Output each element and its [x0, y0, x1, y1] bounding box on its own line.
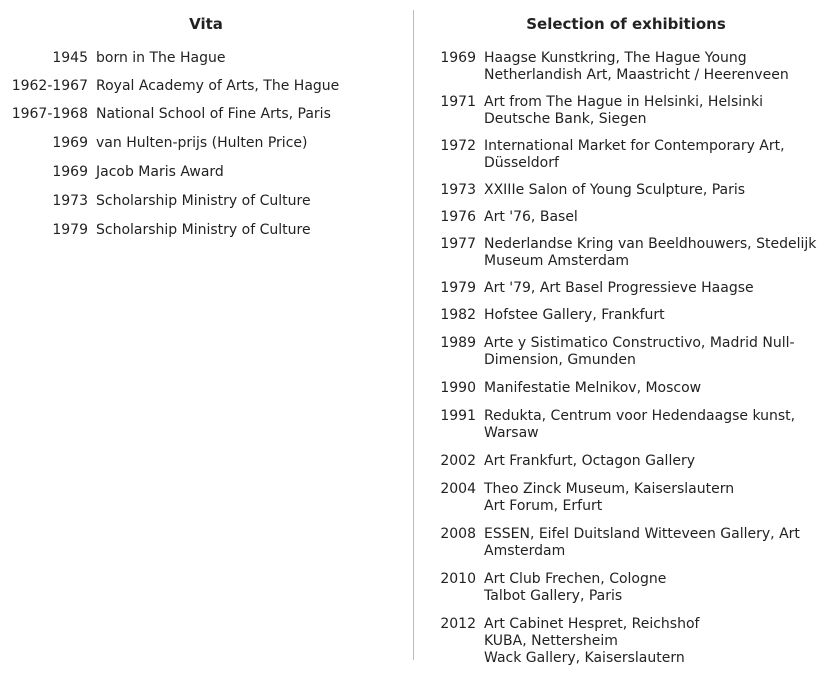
- exhibition-line: KUBA, Nettersheim: [484, 633, 618, 649]
- vita-year: 1962-1967: [11, 78, 88, 94]
- exhibition-year: 2008: [440, 526, 476, 542]
- exhibition-line: Hofstee Gallery, Frankfurt: [484, 307, 665, 323]
- exhibition-year: 1979: [440, 280, 476, 296]
- exhibition-line: International Market for Contemporary Art,: [484, 138, 785, 154]
- exhibition-line: Dimension, Gmunden: [484, 352, 636, 368]
- vita-text: Scholarship Ministry of Culture: [96, 222, 311, 238]
- exhibition-line: Art '79, Art Basel Progressieve Haagse: [484, 280, 754, 296]
- exhibition-year: 2004: [440, 481, 476, 497]
- exhibition-line: Art Club Frechen, Cologne: [484, 571, 667, 587]
- exhibition-text: [484, 335, 834, 369]
- exhibition-line: Nederlandse Kring van Beeldhouwers, Stedelijk: [484, 236, 817, 252]
- exhibition-line: Redukta, Centrum voor Hedendaagse kunst,: [484, 408, 796, 424]
- exhibition-line: Art Forum, Erfurt: [484, 498, 603, 514]
- exhibition-text: [484, 209, 834, 226]
- exhibition-year: 1976: [440, 209, 476, 225]
- exhibition-line: Art Frankfurt, Octagon Gallery: [484, 453, 695, 469]
- exhibition-line: Art '76, Basel: [484, 209, 578, 225]
- exhibition-year: 1971: [440, 94, 476, 110]
- exhibition-line: Arte y Sistimatico Constructivo, Madrid Null-: [484, 335, 795, 351]
- exhibition-year: 1973: [440, 182, 476, 198]
- exhibition-year: 1989: [440, 335, 476, 351]
- vita-text: Royal Academy of Arts, The Hague: [96, 78, 340, 94]
- vita-year: 1969: [52, 164, 88, 180]
- exhibition-text: [484, 616, 834, 667]
- exhibition-text: [484, 453, 834, 470]
- exhibition-line: Wack Gallery, Kaiserslautern: [484, 650, 685, 666]
- exhibition-line: Düsseldorf: [484, 155, 559, 171]
- vita-heading: Vita: [189, 15, 223, 33]
- exhibition-year: 1991: [440, 408, 476, 424]
- vita-year: 1979: [52, 222, 88, 238]
- vita-text: van Hulten-prijs (Hulten Price): [96, 135, 308, 151]
- exhibitions-heading: Selection of exhibitions: [526, 15, 726, 33]
- exhibition-line: Haagse Kunstkring, The Hague Young: [484, 50, 747, 66]
- vita-year: 1969: [52, 135, 88, 151]
- exhibition-year: 1972: [440, 138, 476, 154]
- vita-year: 1973: [52, 193, 88, 209]
- exhibition-text: [484, 408, 834, 442]
- exhibition-text: [484, 182, 834, 199]
- exhibition-line: Manifestatie Melnikov, Moscow: [484, 380, 702, 396]
- exhibition-year: 2002: [440, 453, 476, 469]
- exhibition-text: [484, 236, 834, 270]
- exhibition-line: Deutsche Bank, Siegen: [484, 111, 647, 127]
- exhibition-text: [484, 380, 834, 397]
- exhibition-line: Art from The Hague in Helsinki, Helsinki: [484, 94, 764, 110]
- exhibition-text: [484, 481, 834, 515]
- exhibition-year: 1969: [440, 50, 476, 66]
- exhibition-text: [484, 138, 834, 172]
- exhibition-line: Netherlandish Art, Maastricht / Heerenveen: [484, 67, 789, 83]
- exhibition-text: [484, 571, 834, 605]
- exhibition-line: Amsterdam: [484, 543, 566, 559]
- vita-year: 1967-1968: [11, 106, 88, 122]
- exhibition-line: Art Cabinet Hespret, Reichshof: [484, 616, 700, 632]
- exhibition-text: [484, 94, 834, 128]
- exhibition-year: 2010: [440, 571, 476, 587]
- exhibition-text: [484, 307, 834, 324]
- exhibition-text: [484, 526, 834, 560]
- exhibition-text: [484, 50, 834, 84]
- vita-text: Scholarship Ministry of Culture: [96, 193, 311, 209]
- exhibition-year: 1982: [440, 307, 476, 323]
- exhibition-year: 2012: [440, 616, 476, 632]
- exhibition-line: Theo Zinck Museum, Kaiserslautern: [484, 481, 735, 497]
- exhibition-year: 1977: [440, 236, 476, 252]
- vita-text: born in The Hague: [96, 50, 226, 66]
- exhibition-text: [484, 280, 834, 297]
- vita-text: Jacob Maris Award: [96, 164, 224, 180]
- exhibition-line: Museum Amsterdam: [484, 253, 630, 269]
- exhibition-line: Warsaw: [484, 425, 539, 441]
- vita-text: National School of Fine Arts, Paris: [96, 106, 331, 122]
- vita-year: 1945: [52, 50, 88, 66]
- exhibition-line: Talbot Gallery, Paris: [484, 588, 623, 604]
- exhibition-line: XXIIIe Salon of Young Sculpture, Paris: [484, 182, 746, 198]
- exhibition-line: ESSEN, Eifel Duitsland Witteveen Gallery, Art: [484, 526, 800, 542]
- exhibition-year: 1990: [440, 380, 476, 396]
